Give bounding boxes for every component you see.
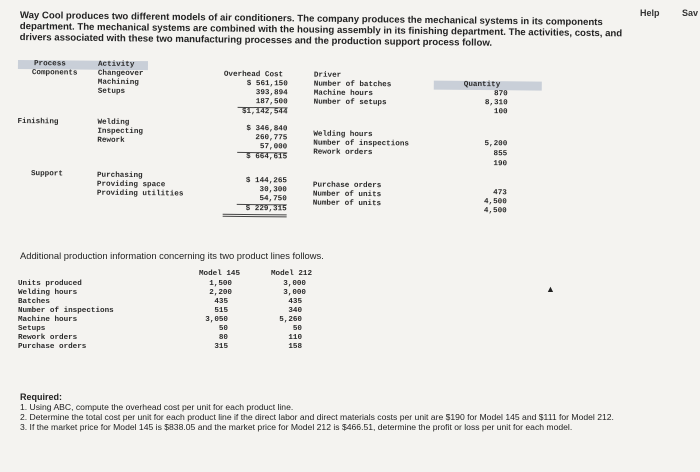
- driver-changeover: Number of batches: [313, 80, 392, 90]
- qty-rework: 190: [493, 160, 508, 169]
- process-components: Components: [31, 69, 78, 78]
- qty-inspecting: 855: [493, 150, 508, 159]
- cell-m145: 50: [218, 325, 228, 333]
- required-q3: 3. If the market price for Model 145 is $838.05 and the market price for Model 212 is $466.51, determine the profit or loss per unit for each model.: [20, 422, 573, 432]
- cell-m212: 158: [288, 343, 302, 351]
- mouse-cursor-icon: ▲: [546, 284, 555, 294]
- activity-providing-utilities: Providing utilities: [96, 189, 184, 199]
- cost-changeover: $ 561,150: [246, 79, 288, 89]
- cost-welding: $ 346,840: [246, 124, 288, 134]
- cost-purchasing: $ 144,265: [245, 176, 287, 186]
- help-button[interactable]: Help: [640, 8, 660, 18]
- cell-m145: 1,500: [209, 280, 232, 288]
- driver-purchasing: Purchase orders: [312, 181, 382, 191]
- process-support: Support: [30, 170, 63, 179]
- row-label: Batches: [18, 298, 50, 306]
- qty-providing-utilities: 4,500: [483, 207, 507, 216]
- problem-intro: Way Cool produces two different models of air conditioners. The company produces the mechanical systems in its components department. The mechanical systems are combined with the housing assembly in its finishing department. The activities, costs, and drivers associated with these two manufacturing processes and the production support process follow.: [19, 10, 623, 49]
- qty-machining: 8,310: [484, 99, 508, 108]
- row-label: Units produced: [18, 280, 82, 288]
- cost-setups: 187,500: [238, 98, 288, 108]
- row-label: Welding hours: [18, 289, 78, 297]
- header-quantity: Quantity: [463, 80, 501, 90]
- row-label: Setups: [18, 325, 46, 333]
- header-driver: Driver: [313, 71, 342, 80]
- cell-m145: 80: [218, 334, 228, 342]
- header-overhead-cost: Overhead Cost: [223, 70, 284, 80]
- cell-m145: 2,200: [209, 289, 232, 297]
- activity-setups: Setups: [97, 87, 126, 96]
- total-finishing: $ 664,615: [246, 152, 288, 162]
- activity-welding: Welding: [97, 118, 130, 127]
- cell-m212: 110: [288, 334, 302, 342]
- row-label: Rework orders: [18, 334, 78, 342]
- qty-welding: 5,200: [484, 140, 508, 149]
- header-activity: Activity: [97, 60, 135, 70]
- cell-m145: 3,050: [205, 316, 228, 324]
- qty-providing-space: 4,500: [483, 198, 507, 207]
- required-section: [20, 392, 660, 432]
- cost-providing-utilities: 54,750: [237, 195, 287, 205]
- cell-m212: 340: [288, 307, 302, 315]
- cell-m145: 515: [214, 307, 228, 315]
- cell-m212: 50: [292, 325, 302, 333]
- additional-info-title: Additional production information concerning its two product lines follows.: [20, 250, 324, 261]
- qty-changeover: 870: [494, 90, 508, 99]
- header-process: Process: [33, 60, 66, 69]
- driver-welding: Welding hours: [313, 130, 373, 140]
- cell-m212: 3,000: [283, 280, 306, 288]
- cell-m145: 315: [214, 343, 228, 351]
- cell-m212: 3,000: [283, 289, 306, 297]
- row-label: Purchase orders: [18, 343, 87, 351]
- activity-cost-table: [17, 60, 548, 225]
- required-title: Required:: [20, 392, 63, 402]
- total-components: $1,142,544: [241, 107, 288, 117]
- required-q2: 2. Determine the total cost per unit for each product line if the direct labor and direct materials costs per unit are $190 for Model 145 and $111 for Model 212.: [20, 412, 614, 422]
- row-label: Number of inspections: [18, 307, 114, 315]
- cost-inspecting: 260,775: [255, 134, 288, 143]
- activity-machining: Machining: [97, 78, 139, 88]
- cost-rework: 57,000: [237, 143, 287, 153]
- activity-purchasing: Purchasing: [96, 171, 143, 181]
- cost-providing-space: 30,300: [259, 186, 287, 195]
- activity-inspecting: Inspecting: [97, 127, 143, 137]
- qty-setups: 100: [493, 108, 508, 117]
- driver-inspecting: Number of inspections: [313, 139, 410, 149]
- driver-setups: Number of setups: [313, 98, 387, 108]
- driver-providing-utilities: Number of units: [312, 199, 382, 209]
- col-model-212: Model 212: [270, 270, 312, 278]
- cell-m145: 435: [214, 298, 228, 306]
- process-finishing: Finishing: [17, 117, 59, 127]
- cell-m212: 435: [288, 298, 302, 306]
- activity-providing-space: Providing space: [96, 180, 166, 190]
- save-button[interactable]: Sav: [682, 8, 699, 18]
- required-q1: 1. Using ABC, compute the overhead cost per unit for each product line.: [20, 402, 294, 412]
- driver-rework: Rework orders: [313, 148, 373, 158]
- activity-rework: Rework: [97, 136, 125, 145]
- product-line-table: [18, 270, 538, 370]
- qty-purchasing: 473: [493, 189, 507, 198]
- driver-providing-space: Number of units: [312, 190, 382, 200]
- col-model-145: Model 145: [198, 270, 240, 278]
- cost-machining: 393,894: [255, 89, 288, 98]
- row-label: Machine hours: [18, 316, 78, 324]
- driver-machining: Machine hours: [313, 89, 374, 99]
- cell-m212: 5,260: [279, 316, 302, 324]
- total-support: $ 229,315: [223, 205, 287, 217]
- activity-changeover: Changeover: [97, 69, 144, 79]
